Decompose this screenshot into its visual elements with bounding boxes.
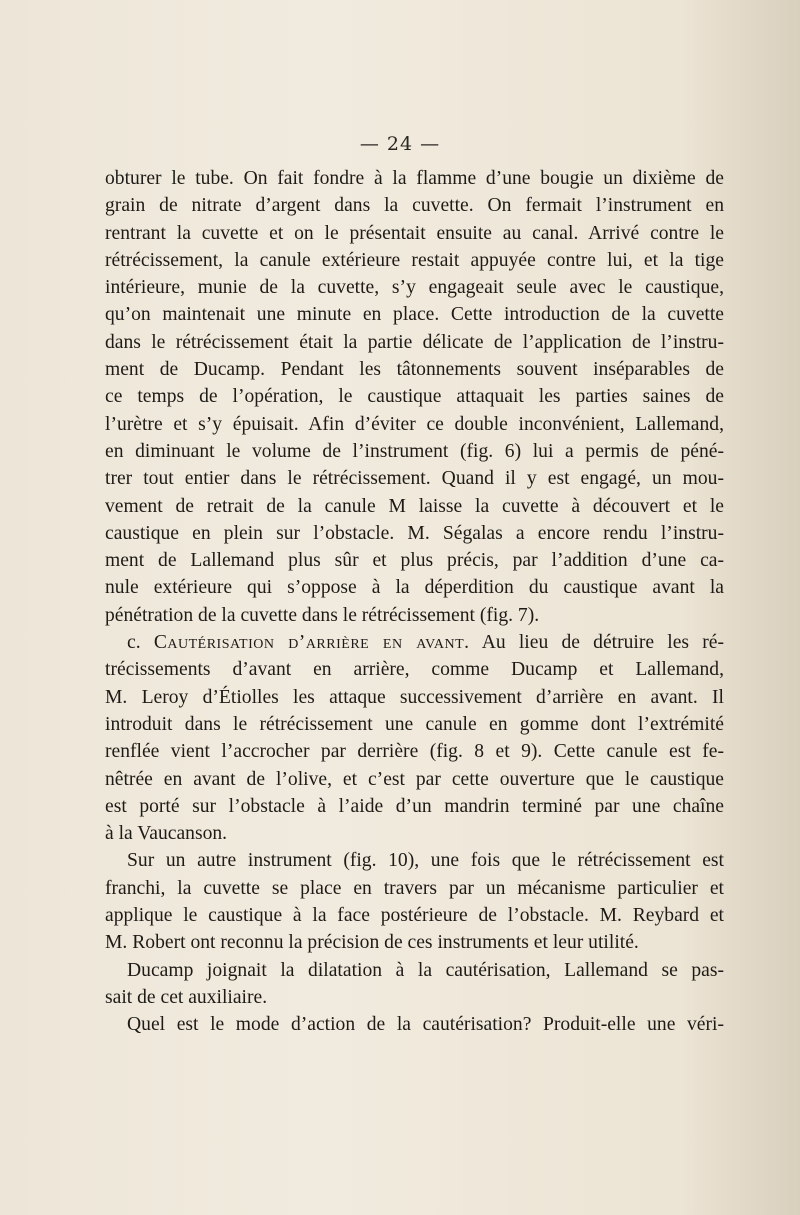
text-line: dans le rétrécissement était la partie délicate de l’application de l’instru- <box>105 331 724 353</box>
text-line: l’urètre et s’y épuisait. Afin d’éviter ce double inconvénient, Lallemand, <box>105 413 724 435</box>
text-line: pénétration de la cuvette dans le rétrécissement (fig. 7). <box>105 604 540 626</box>
text-line: en diminuant le volume de l’instrument (fig. 6) lui a permis de péné- <box>105 440 724 462</box>
text-line: franchi, la cuvette se place en travers par un mécanisme particulier et <box>105 877 724 899</box>
page-number: — 24 — <box>359 133 441 155</box>
text-line: M. Leroy d’Étiolles les attaque successivement d’arrière en avant. Il <box>105 686 724 708</box>
text-line: rétrécissement, la canule extérieure restait appuyée contre lui, et la tige <box>105 249 724 271</box>
text-line: Ducamp joignait la dilatation à la cautérisation, Lallemand se pas- <box>127 959 724 981</box>
text-line: c. Cautérisation d’arrière en avant. Au lieu de détruire les ré- <box>127 632 724 654</box>
text-line: Quel est le mode d’action de la cautérisation? Produit-elle une véri- <box>127 1014 724 1036</box>
text-line: M. Robert ont reconnu la précision de ces instruments et leur utilité. <box>105 932 639 954</box>
text-line: sait de cet auxiliaire. <box>105 986 268 1008</box>
text-line: ment de Lallemand plus sûr et plus précis, par l’addition d’une ca- <box>105 550 724 572</box>
text-line: qu’on maintenait une minute en place. Cette introduction de la cuvette <box>105 304 724 326</box>
text-line: nule extérieure qui s’oppose à la déperdition du caustique avant la <box>105 577 724 599</box>
text-line: rentrant la cuvette et on le présentait ensuite au canal. Arrivé contre le <box>105 222 724 244</box>
text-line: trécissements d’avant en arrière, comme Ducamp et Lallemand, <box>105 659 724 681</box>
text-line: nêtrée en avant de l’olive, et c’est par cette ouverture que le caustique <box>105 768 724 790</box>
text-line: renflée vient l’accrocher par derrière (fig. 8 et 9). Cette canule est fe- <box>105 741 724 763</box>
text-line: introduit dans le rétrécissement une canule en gomme dont l’extrémité <box>105 713 724 735</box>
text-line: caustique en plein sur l’obstacle. M. Ségalas a encore rendu l’instru- <box>105 522 724 544</box>
text-line: Sur un autre instrument (fig. 10), une fois que le rétrécissement est <box>127 850 724 872</box>
text-line: applique le caustique à la face postérieure de l’obstacle. M. Reybard et <box>105 905 724 927</box>
text-line: ce temps de l’opération, le caustique attaquait les parties saines de <box>105 386 724 408</box>
text-line: intérieure, munie de la cuvette, s’y engageait seule avec le caustique, <box>105 277 724 299</box>
text-line: ment de Ducamp. Pendant les tâtonnements souvent inséparables de <box>105 359 724 381</box>
text-line: obturer le tube. On fait fondre à la flamme d’une bougie un dixième de <box>105 168 724 189</box>
text-line: vement de retrait de la canule M laisse la cuvette à découvert et le <box>105 495 724 517</box>
text-line: à la Vaucanson. <box>105 823 228 845</box>
body-text <box>105 165 724 1039</box>
text-line: trer tout entier dans le rétrécissement. Quand il y est engagé, un mou- <box>105 468 724 490</box>
text-line: grain de nitrate d’argent dans la cuvette. On fermait l’instrument en <box>105 195 724 217</box>
text-line: est porté sur l’obstacle à l’aide d’un mandrin terminé par une chaîne <box>105 795 724 817</box>
